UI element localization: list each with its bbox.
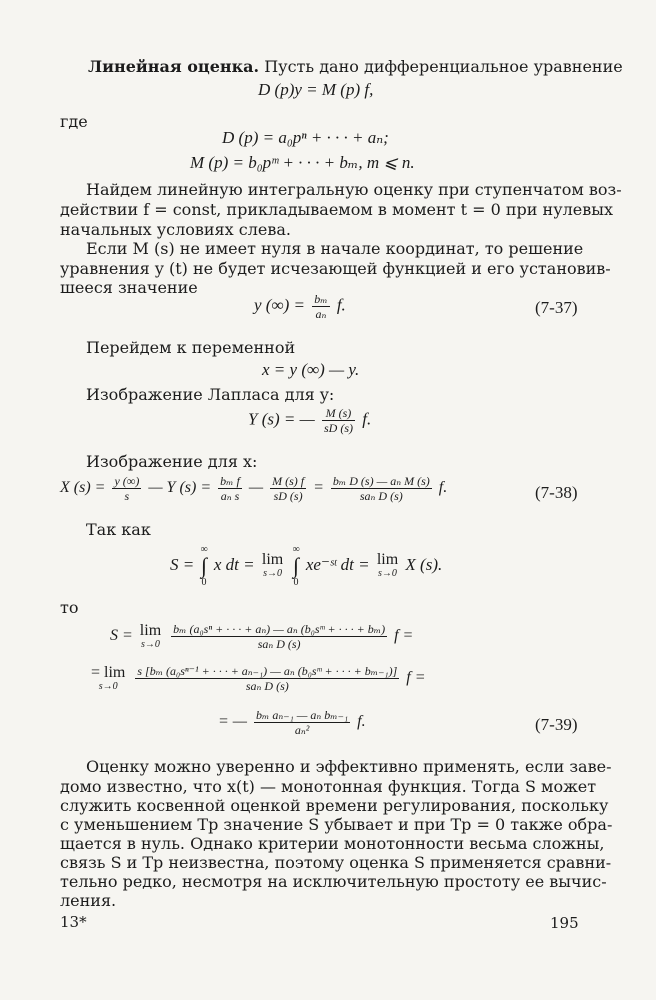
equation-D: D (p) = a₀pⁿ + · · · + aₙ; [222, 128, 389, 147]
eq-Y-num: M (s) [322, 406, 355, 421]
eq-7-38-frac-3-den: sD (s) [273, 489, 303, 503]
eq-S1-den: saₙ D (s) [257, 637, 301, 651]
eq-7-38-frac-2-den: aₙ s [220, 489, 240, 503]
eq-S3-lhs: = — [218, 713, 248, 731]
signature-mark: 13* [60, 913, 87, 931]
page-number: 195 [550, 914, 579, 932]
eq-Y-den: sD (s) [323, 421, 353, 435]
paragraph-4: Перейдем к переменной [86, 338, 296, 357]
limit-2-label: lim [376, 551, 399, 568]
eq-S1-fraction [171, 622, 387, 651]
eq-S-part-2: xe⁻ˢᵗ dt = [305, 554, 370, 574]
paragraph-2-line-3: начальных условиях слева. [60, 220, 291, 239]
eq-7-38-frac-2-num: bₘ f [220, 474, 240, 488]
paragraph-9-line-8: ления. [60, 891, 117, 910]
paragraph-2-line-2: действии f = const, прикладываемом в момент t = 0 при нулевых [60, 200, 614, 219]
eq-S2-rhs: f = [406, 669, 426, 687]
equation-main: D (p)y = M (p) f, [258, 80, 374, 99]
equation-7-38 [60, 474, 447, 503]
paragraph-2-line-1: Найдем линейную интегральную оценку при ступенчатом воз- [86, 180, 622, 199]
paragraph-9-line-1: Оценку можно уверенно и эффективно применять, если заве- [86, 757, 612, 776]
equation-S [170, 544, 442, 588]
limit-3-sub: s→0 [141, 638, 160, 650]
paragraph-9-line-7: тельно редко, несмотря на исключительную простоту ее вычис- [60, 872, 607, 891]
equation-7-39-line-2 [88, 664, 426, 693]
paragraph-intro [88, 57, 623, 77]
equation-number-7-37: (7-37) [535, 298, 578, 317]
equation-7-39-line-3 [218, 708, 366, 737]
integral-sign-1: ∞ ∫ 0 [200, 544, 208, 588]
eq-7-38-rhs: f. [438, 479, 448, 497]
eq-S1-num: bₘ (a₀sⁿ + · · · + aₙ) — aₙ (b₀sᵐ + · · · + bₘ) [173, 622, 386, 636]
paragraph-5: Изображение Лапласа для y: [86, 385, 335, 404]
eq-7-38-frac-1 [112, 474, 141, 503]
integral-1-upper: ∞ [200, 544, 208, 555]
paragraph-9-line-3: служить косвенной оценкой времени регулирования, поскольку [60, 796, 609, 815]
limit-2-sub: s→0 [378, 568, 397, 579]
equation-7-37 [254, 292, 346, 321]
limit-3 [140, 623, 161, 651]
paragraph-9-line-5: щается в нуль. Однако критерии монотонности весьма сложны, [60, 834, 605, 853]
equation-7-39-line-1 [110, 622, 413, 651]
eq-7-38-frac-4-num: bₘ D (s) — aₙ M (s) [332, 474, 430, 488]
eq-S-part-3: X (s). [405, 554, 443, 574]
eq-7-37-fraction [312, 292, 329, 321]
eq-S-part-1: x dt = [213, 554, 255, 574]
paragraph-9-line-6: связь S и Tр неизвестна, поэтому оценка S применяется сравни- [60, 853, 612, 872]
eq-Y-rhs: f. [362, 409, 372, 429]
intro-text: Пусть дано дифференциальное уравнение [264, 57, 623, 76]
eq-7-37-rhs: f. [336, 295, 346, 315]
eq-7-38-lhs: X (s) = [60, 479, 106, 497]
eq-S2-den: saₙ D (s) [245, 679, 289, 693]
limit-2 [377, 552, 398, 580]
section-heading: Линейная оценка. [88, 57, 260, 76]
limit-1-sub: s→0 [263, 568, 282, 579]
eq-7-38-minus: — [248, 479, 264, 497]
eq-7-38-frac-1-den: s [124, 489, 130, 503]
eq-S1-lhs: S = [110, 627, 133, 645]
equation-Y [248, 406, 371, 435]
eq-S2-num: s [bₘ (a₀sⁿ⁻¹ + · · · + aₙ₋₁) — aₙ (b₀sᵐ + · · · + bₘ₋₁)] [137, 664, 398, 678]
equation-number-7-39: (7-39) [535, 715, 578, 734]
limit-1 [262, 552, 283, 580]
eq-S1-rhs: f = [394, 627, 414, 645]
limit-1-label: lim [261, 551, 284, 568]
integral-sign-2: ∞ ∫ 0 [292, 544, 300, 588]
integral-2-lower: 0 [293, 577, 299, 588]
paragraph-3-line-2: уравнения y (t) не будет исчезающей функцией и его установив- [60, 259, 611, 278]
eq-7-37-num: bₘ [314, 292, 328, 306]
eq-7-38-frac-4-den: saₙ D (s) [359, 489, 403, 503]
eq-7-38-frac-3 [270, 474, 306, 503]
where-word: где [60, 112, 88, 131]
paragraph-3-line-1: Если M (s) не имеет нуля в начале координат, то решение [86, 239, 584, 258]
integral-2-upper: ∞ [292, 544, 300, 555]
paragraph-8: то [60, 598, 79, 617]
paragraph-9-line-2: домо известно, что x(t) — монотонная функция. Тогда S может [60, 777, 597, 796]
equation-M: M (p) = b₀pᵐ + · · · + bₘ, m ⩽ n. [190, 153, 415, 172]
eq-S-lhs: S = [170, 554, 195, 574]
eq-7-38-frac-4 [331, 474, 432, 503]
eq-S3-rhs: f. [357, 713, 366, 731]
eq-7-38-frac-1-num: y (∞) [114, 474, 140, 488]
eq-7-37-lhs: y (∞) = [254, 295, 305, 315]
eq-7-38-equals: = [313, 479, 324, 497]
equation-number-7-38: (7-38) [535, 483, 578, 502]
limit-4-label: = lim [91, 663, 126, 681]
limit-4-sub: s→0 [98, 680, 118, 692]
paragraph-7: Так как [86, 520, 151, 539]
eq-S3-num: bₘ aₙ₋₁ — aₙ bₘ₋₁ [256, 708, 349, 722]
eq-7-37-den: aₙ [315, 307, 327, 321]
paragraph-6: Изображение для x: [86, 452, 258, 471]
eq-S3-fraction [254, 708, 350, 737]
limit-4 [91, 665, 125, 693]
equation-x: x = y (∞) — y. [262, 360, 360, 379]
eq-S3-den: aₙ² [294, 723, 310, 737]
eq-7-38-mid: — Y (s) = [148, 479, 212, 497]
paragraph-3-line-3: шееся значение [60, 278, 198, 297]
limit-3-label: lim [139, 621, 162, 639]
eq-S2-fraction [135, 664, 399, 693]
paragraph-9-line-4: с уменьшением Tр значение S убывает и при Tр = 0 также обра- [60, 815, 613, 834]
eq-Y-lhs: Y (s) = — [248, 409, 315, 429]
eq-7-38-frac-2 [218, 474, 242, 503]
integral-1-lower: 0 [201, 577, 207, 588]
eq-7-38-frac-3-num: M (s) f [272, 474, 305, 488]
eq-Y-fraction [322, 406, 355, 435]
